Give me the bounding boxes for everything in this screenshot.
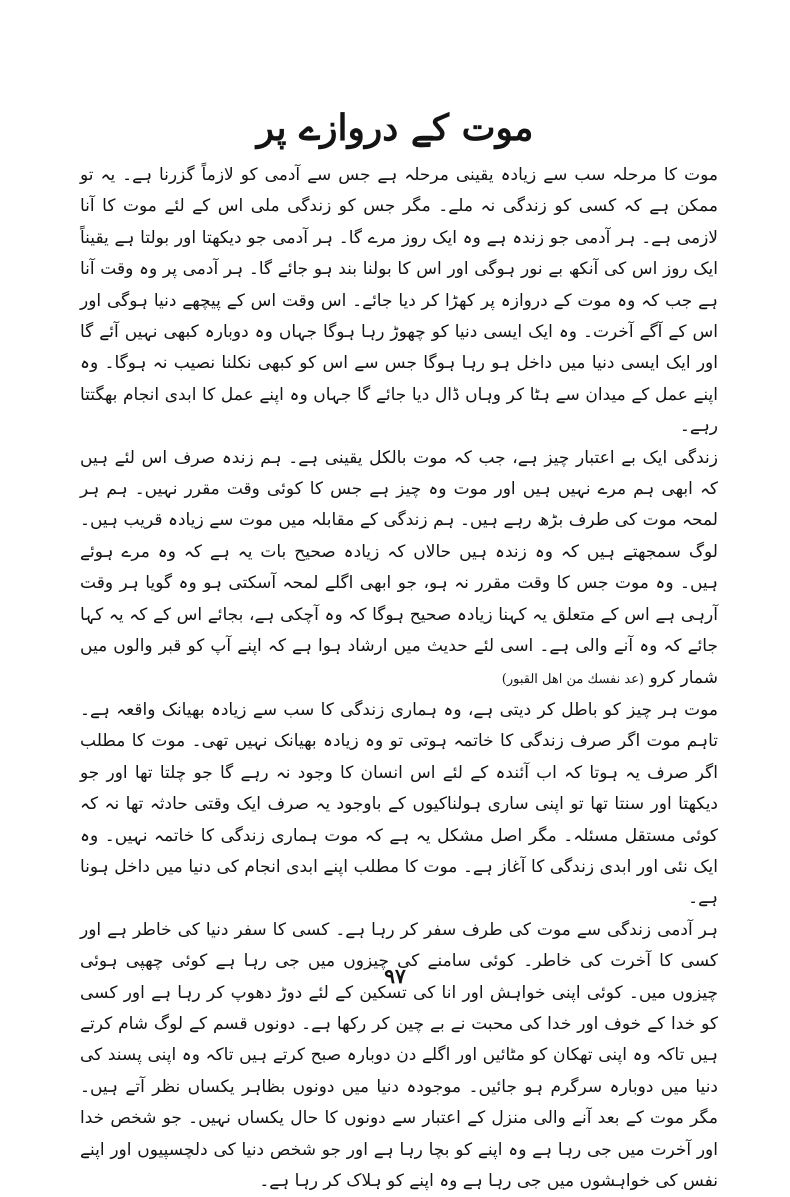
body-text — [80, 160, 718, 1197]
paragraph-3: موت ہر چیز کو باطل کر دیتی ہے، وہ ہماری زندگی کا سب سے زیادہ بھیانک واقعہ ہے۔ تاہم موت اگر صرف زندگی کا خاتمہ ہوتی تو وہ زیادہ بھیانک نہیں تھی۔ موت کا مطلب اگر صرف یہ ہوتا کہ اب آئندہ کے لئے اس انسان کا وجود نہ رہے گا جو چلتا تھا اور جو دیکھتا اور سنتا تھا تو اپنی ساری ہولناکیوں کے باوجود یہ صرف ایک وقتی حادثہ تھا نہ کہ کوئی مستقل مسئلہ۔ مگر اصل مشکل یہ ہے کہ موت ہماری زندگی کا خاتمہ نہیں۔ وہ ایک نئی اور ابدی زندگی کا آغاز ہے۔ موت کا مطلب اپنے ابدی انجام کی دنیا میں داخل ہونا ہے۔ — [80, 699, 718, 909]
paragraph-1: موت کا مرحلہ سب سے زیادہ یقینی مرحلہ ہے جس سے آدمی کو لازماً گزرنا ہے۔ یہ تو ممکن ہے کہ کسی کو زندگی نہ ملے۔ مگر جس کو زندگی ملی اس کے لئے موت کا آنا لازمی ہے۔ ہر آدمی جو زندہ ہے وہ ایک روز مرے گا۔ ہر آدمی جو دیکھتا اور بولتا ہے یقیناً ایک روز اس کی آنکھ بے نور ہوگی اور اس کا بولنا بند ہو جائے گا۔ ہر آدمی پر وہ وقت آنا ہے جب کہ وہ موت کے دروازہ پر کھڑا کر دیا جائے۔ اس وقت اس کے پیچھے دنیا ہوگی اور اس کے آگے آخرت۔ وہ ایک ایسی دنیا کو چھوڑ رہا ہوگا جہاں وہ دوبارہ کبھی نہیں آئے گا اور ایک ایسی دنیا میں داخل ہو رہا ہوگا جس سے اس کو کبھی نکلنا نصیب نہ ہوگا۔ وہ اپنے عمل کے میدان سے ہٹا کر وہاں ڈال دیا جائے گا جہاں وہ اپنے عمل کا ابدی انجام بھگتتا رہے۔ — [80, 165, 718, 437]
page-number: ۹۷ — [384, 964, 406, 988]
chapter-title: موت کے دروازے پر — [256, 107, 534, 149]
paragraph-2-text: زندگی ایک بے اعتبار چیز ہے، جب کہ موت بالکل یقینی ہے۔ ہم زندہ صرف اس لئے ہیں کہ ابھی ہم مرے نہیں ہیں اور موت وہ چیز ہے جس کا کوئی وقت مقرر نہیں۔ ہم ہر لمحہ موت کی طرف بڑھ رہے ہیں۔ ہم زندگی کے مقابلہ میں موت سے زیادہ قریب ہیں۔ لوگ سمجھتے ہیں کہ وہ زندہ ہیں حالاں کہ زیادہ صحیح بات یہ ہے کہ وہ مرے ہوئے ہیں۔ وہ موت جس کا وقت مقرر نہ ہو، جو ابھی اگلے لمحہ آسکتی ہو وہ گویا ہر وقت آرہی ہے اس کے متعلق یہ کہنا زیادہ صحیح ہوگا کہ وہ آچکی ہے، بجائے اس کے کہ یہ کہا جائے کہ وہ آنے والی ہے۔ اسی لئے حدیث میں ارشاد ہوا ہے کہ اپنے آپ کو قبر والوں میں شمار کرو — [80, 447, 718, 688]
hadith-reference: (عد نفسك من اهل القبور) — [501, 671, 645, 687]
paragraph-2 — [80, 443, 718, 695]
paragraph-4: ہر آدمی زندگی سے موت کی طرف سفر کر رہا ہے۔ کسی کا سفر دنیا کی خاطر ہے اور کسی کا آخرت کی خاطر۔ کوئی سامنے کی چیزوں میں جی رہا ہے کوئی چھپی ہوئی چیزوں میں۔ کوئی اپنی خواہش اور انا کی تسکین کے لئے دوڑ دھوپ کر رہا ہے اور کسی کو خدا کے خوف اور خدا کی محبت نے بے چین کر رکھا ہے۔ دونوں قسم کے لوگ شام کرتے ہیں تاکہ وہ اپنی تھکان کو مٹائیں اور اگلے دن دوبارہ صبح کرتے ہیں تاکہ وہ اپنی پسند کی دنیا میں دوبارہ سرگرم ہو جائیں۔ موجودہ دنیا میں دونوں بظاہر یکساں نظر آتے ہیں۔ مگر موت کے بعد آنے والی منزل کے اعتبار سے دونوں کا حال یکساں نہیں۔ جو شخص خدا اور آخرت میں جی رہا ہے وہ اپنے کو بچا رہا ہے اور جو شخص دنیا کی دلچسپیوں اور اپنے نفس کی خواہشوں میں جی رہا ہے وہ اپنے کو ہلاک کر رہا ہے۔ — [80, 919, 718, 1191]
